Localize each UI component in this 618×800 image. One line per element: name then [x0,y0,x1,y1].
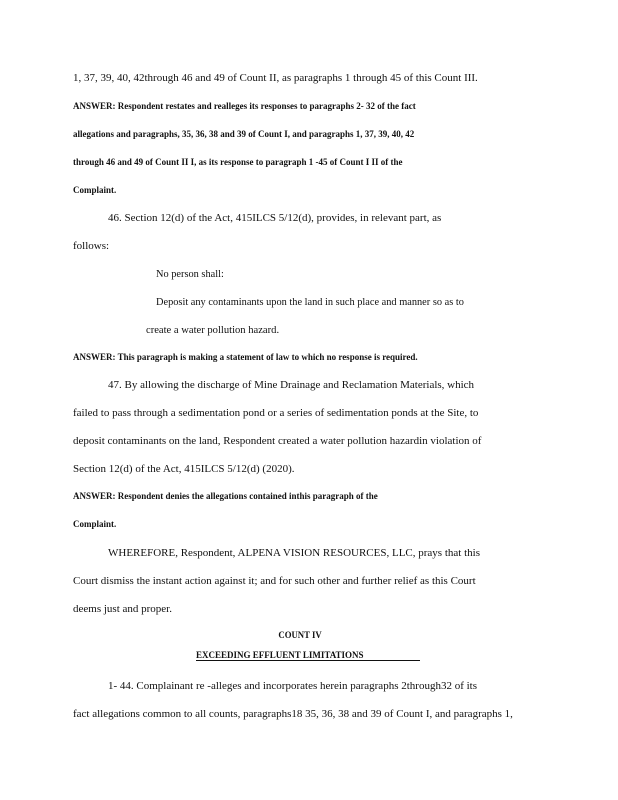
count-heading: COUNT IV [278,630,322,640]
text-line: Section 12(d) of the Act, 415ILCS 5/12(d) (2020). [73,463,295,475]
wherefore-line: WHEREFORE, Respondent, ALPENA VISION RESOURCES, LLC, prays that this [108,547,480,559]
answer-line: Complaint. [73,185,117,195]
count-subheading: EXCEEDING EFFLUENT LIMITATIONS [196,650,420,661]
text-line: fact allegations common to all counts, paragraphs18 35, 36, 38 and 39 of Count I, and paragraphs 1, [73,708,513,720]
answer-line: ANSWER: Respondent restates and realleges its responses to paragraphs 2- 32 of the fact [73,101,416,111]
answer-line: ANSWER: This paragraph is making a statement of law to which no response is required. [73,352,418,362]
text-line: deems just and proper. [73,603,172,615]
quote-line: create a water pollution hazard. [146,324,280,336]
answer-line: allegations and paragraphs, 35, 36, 38 and 39 of Count I, and paragraphs 1, 37, 39, 40, 42 [73,129,415,139]
quote-line: Deposit any contaminants upon the land in such place and manner so as to [156,296,464,308]
quote-line: No person shall: [156,268,224,280]
text-line: Court dismiss the instant action against it; and for such other and further relief as this Court [73,575,476,587]
answer-line: Complaint. [73,519,117,529]
answer-line: ANSWER: Respondent denies the allegations contained inthis paragraph of the [73,491,378,501]
answer-line: through 46 and 49 of Count II I, as its response to paragraph 1 -45 of Count I II of the [73,157,403,167]
paragraph-1-44: 1- 44. Complainant re -alleges and incorporates herein paragraphs 2through32 of its [108,680,477,692]
text-line: deposit contaminants on the land, Respondent created a water pollution hazardin violation of [73,435,482,447]
text-line: 1, 37, 39, 40, 42through 46 and 49 of Count II, as paragraphs 1 through 45 of this Count III. [73,72,478,84]
text-line: follows: [73,240,110,252]
paragraph-46: 46. Section 12(d) of the Act, 415ILCS 5/12(d), provides, in relevant part, as [108,212,442,224]
text-line: failed to pass through a sedimentation pond or a series of sedimentation ponds at the Site, to [73,407,479,419]
paragraph-47: 47. By allowing the discharge of Mine Drainage and Reclamation Materials, which [108,379,475,391]
